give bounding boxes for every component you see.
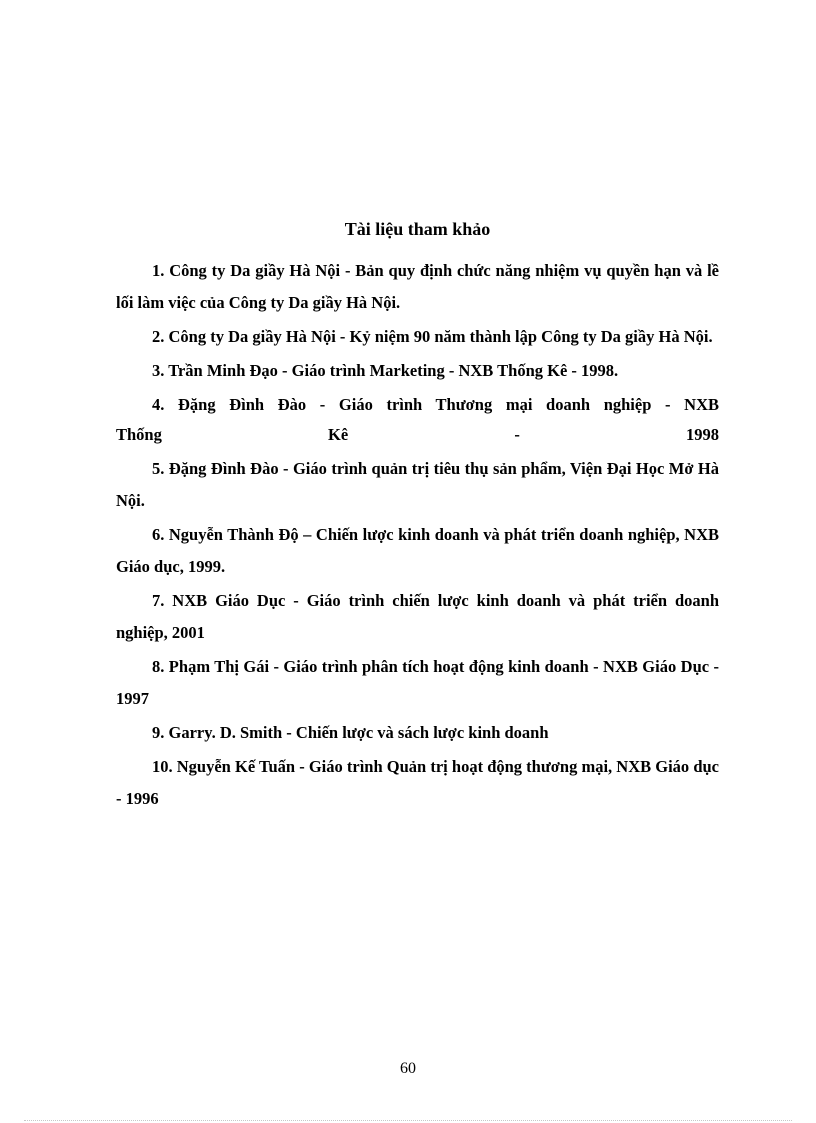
reference-item-4-continuation: Thống Kê - 1998 xyxy=(116,425,719,444)
reference-item-6: 6. Nguyễn Thành Độ – Chiến lược kinh doanh và phát triển doanh nghiệp, NXB Giáo dục, 1999. xyxy=(116,525,719,576)
reference-item-1: 1. Công ty Da giầy Hà Nội - Bản quy định chức năng nhiệm vụ quyền hạn và lề lối làm việc của Công ty Da giầy Hà Nội. xyxy=(116,261,719,312)
reference-item-8: 8. Phạm Thị Gái - Giáo trình phân tích hoạt động kinh doanh - NXB Giáo Dục - 1997 xyxy=(116,657,719,708)
reference-item-4: 4. Đặng Đình Đào - Giáo trình Thương mại doanh nghiệp - NXB xyxy=(152,395,719,414)
reference-item-2: 2. Công ty Da giầy Hà Nội - Kỷ niệm 90 năm thành lập Công ty Da giầy Hà Nội. xyxy=(152,327,713,346)
reference-item-9: 9. Garry. D. Smith - Chiến lược và sách lược kinh doanh xyxy=(152,723,549,742)
reference-list xyxy=(116,255,719,815)
page-number: 60 xyxy=(400,1060,416,1077)
reference-item-5: 5. Đặng Đình Đào - Giáo trình quản trị tiêu thụ sản phẩm, Viện Đại Học Mở Hà Nội. xyxy=(116,459,719,510)
reference-item-3: 3. Trần Minh Đạo - Giáo trình Marketing - NXB Thống Kê - 1998. xyxy=(152,361,619,380)
page-content xyxy=(116,215,719,817)
reference-item-10: 10. Nguyễn Kế Tuấn - Giáo trình Quản trị hoạt động thương mại, NXB Giáo dục - 1996 xyxy=(116,757,719,808)
page-bottom-divider xyxy=(24,1120,792,1121)
page-title: Tài liệu tham khảo xyxy=(344,219,491,239)
reference-item-7: 7. NXB Giáo Dục - Giáo trình chiến lược kinh doanh và phát triển doanh nghiệp, 2001 xyxy=(116,591,719,642)
